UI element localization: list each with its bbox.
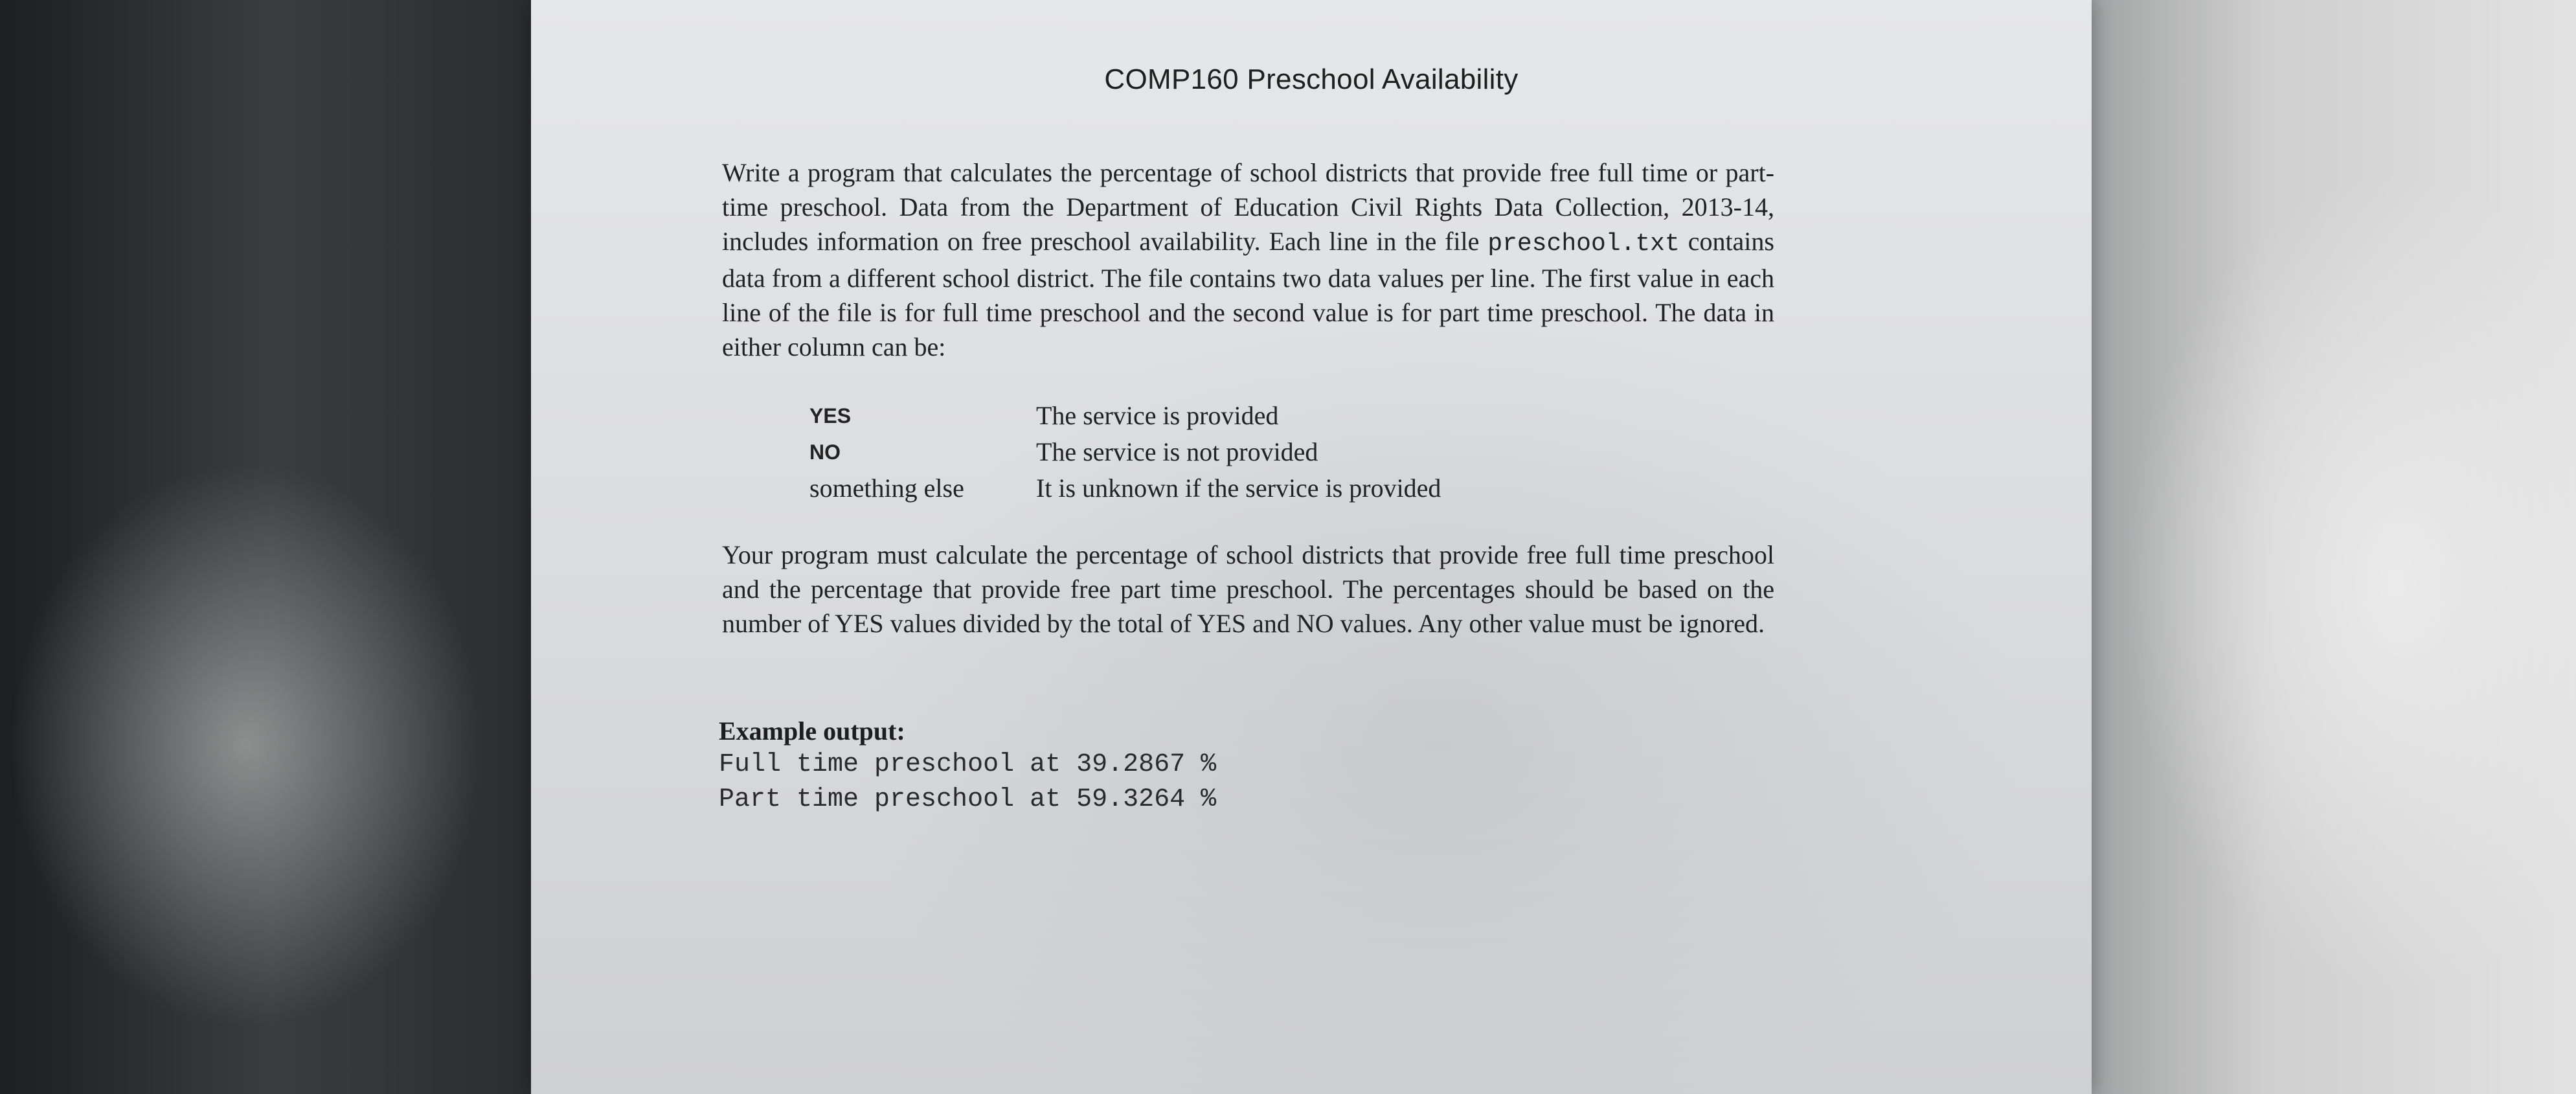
requirements-paragraph: Your program must calculate the percentage of school districts that provide free full time preschool and the percentage that provide free part time preschool. The percentages should be based on the number of YES values divided by the total of YES and NO values. Any other value must be ignored.	[722, 540, 1774, 638]
value-description: The service is provided	[1036, 401, 1279, 430]
value-key: something else	[809, 473, 964, 503]
value-row-other	[809, 470, 1441, 507]
document-page	[531, 0, 2092, 1094]
file-name: preschool.txt	[1487, 230, 1680, 258]
page-title: COMP160 Preschool Availability	[1104, 63, 1519, 95]
value-definitions	[809, 398, 1441, 507]
example-output-label: Example output:	[719, 716, 905, 746]
value-key: YES	[809, 404, 852, 427]
example-output	[719, 747, 1216, 817]
intro-paragraph	[722, 155, 1774, 364]
value-description: The service is not provided	[1036, 437, 1318, 466]
value-row-no	[809, 434, 1441, 470]
example-output-line: Part time preschool at 59.3264 %	[719, 785, 1217, 814]
value-row-yes	[809, 398, 1441, 434]
intro-text-after: contains data from a different school district. The file contains two data values per line. The first value in each line of the file is for full time preschool and the second value is for part time preschool. The data in either column can be:	[722, 227, 1774, 361]
example-output-line: Full time preschool at 39.2867 %	[719, 750, 1217, 779]
intro-text-before: Write a program that calculates the percentage of school districts that provide free full time or part-time preschool. Data from the Department of Education Civil Rights Data Collection, 2013-14, includes information on free preschool availability. Each line in the file	[722, 158, 1774, 256]
value-key: NO	[809, 440, 841, 464]
value-description: It is unknown if the service is provided	[1036, 473, 1441, 503]
